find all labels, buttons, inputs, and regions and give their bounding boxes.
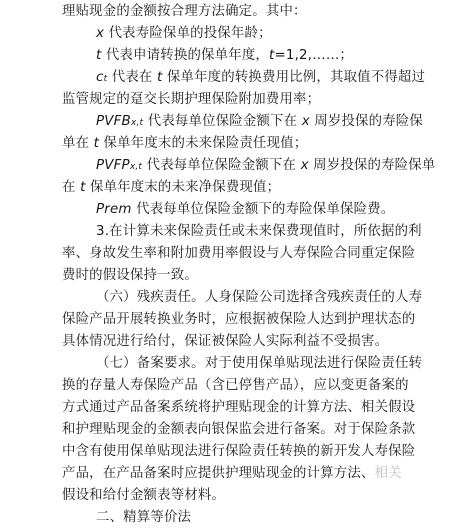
- section-heading-7: （七）备案要求。对于使用保单贴现法进行保险责任转: [96, 356, 423, 371]
- text-line: PVFBx,t 代表每单位保险金额下在 x 周岁投保的寿险保: [96, 114, 423, 129]
- text-line: 率、身故发生率和附加费用率假设与人寿保险合同重定保险: [62, 246, 416, 261]
- text-line: 具体情况进行给付，保证被保险人实际利益不受损害。: [62, 334, 389, 349]
- text-line: 保险产品开展转换业务时，应根据被保险人达到护理状态的: [62, 312, 416, 327]
- text-line: PVFPx,t 代表每单位保险金额下在 x 周岁投保的寿险保单: [96, 158, 436, 173]
- text-line: 换的存量人寿保险产品（含已停售产品），应以变更备案的: [62, 378, 409, 393]
- text-line: Prem 代表每单位保险金额下的寿险保单保险费。: [96, 202, 395, 217]
- text-line: 3.在计算未来保险责任或未来保费现值时，所依据的利: [96, 224, 422, 239]
- text-line: 和护理贴现金的金额表向银保监会进行备案。对于保险条款: [62, 422, 416, 437]
- text-line: x 代表寿险保单的投保年龄；: [96, 26, 272, 41]
- text-line: 在 t 保单年度末的未来净保费现值；: [62, 180, 281, 195]
- text-line: 中含有使用保单贴现法进行保险责任转换的新开发人寿保险: [62, 444, 416, 459]
- section-heading-2: 二、精算等价法: [96, 510, 192, 525]
- text-line: t 代表申请转换的保单年度，t=1,2,……；: [96, 48, 353, 63]
- text-line: 监管规定的趸交长期护理保险附加费用率；: [62, 92, 321, 107]
- text-line: 方式通过产品备案系统将护理贴现金的计算方法、相关假设: [62, 400, 416, 415]
- text-line: ct 代表在 t 保单年度的转换费用比例，其取值不得超过: [96, 70, 426, 85]
- section-heading-6: （六）残疾责任。人身保险公司选择含残疾责任的人寿: [96, 290, 423, 305]
- text-line: 单在 t 保单年度末的未来保险责任现值；: [62, 136, 308, 151]
- text-line: 产品，在产品备案时应提供护理贴现金的计算方法、相关: [62, 466, 402, 481]
- text-line: 理贴现金的金额按合理方法确定。其中：: [62, 4, 307, 19]
- text-line: 费时的假设保持一致。: [62, 268, 198, 283]
- text-line: 假设和给付金额表等材料。: [62, 488, 226, 503]
